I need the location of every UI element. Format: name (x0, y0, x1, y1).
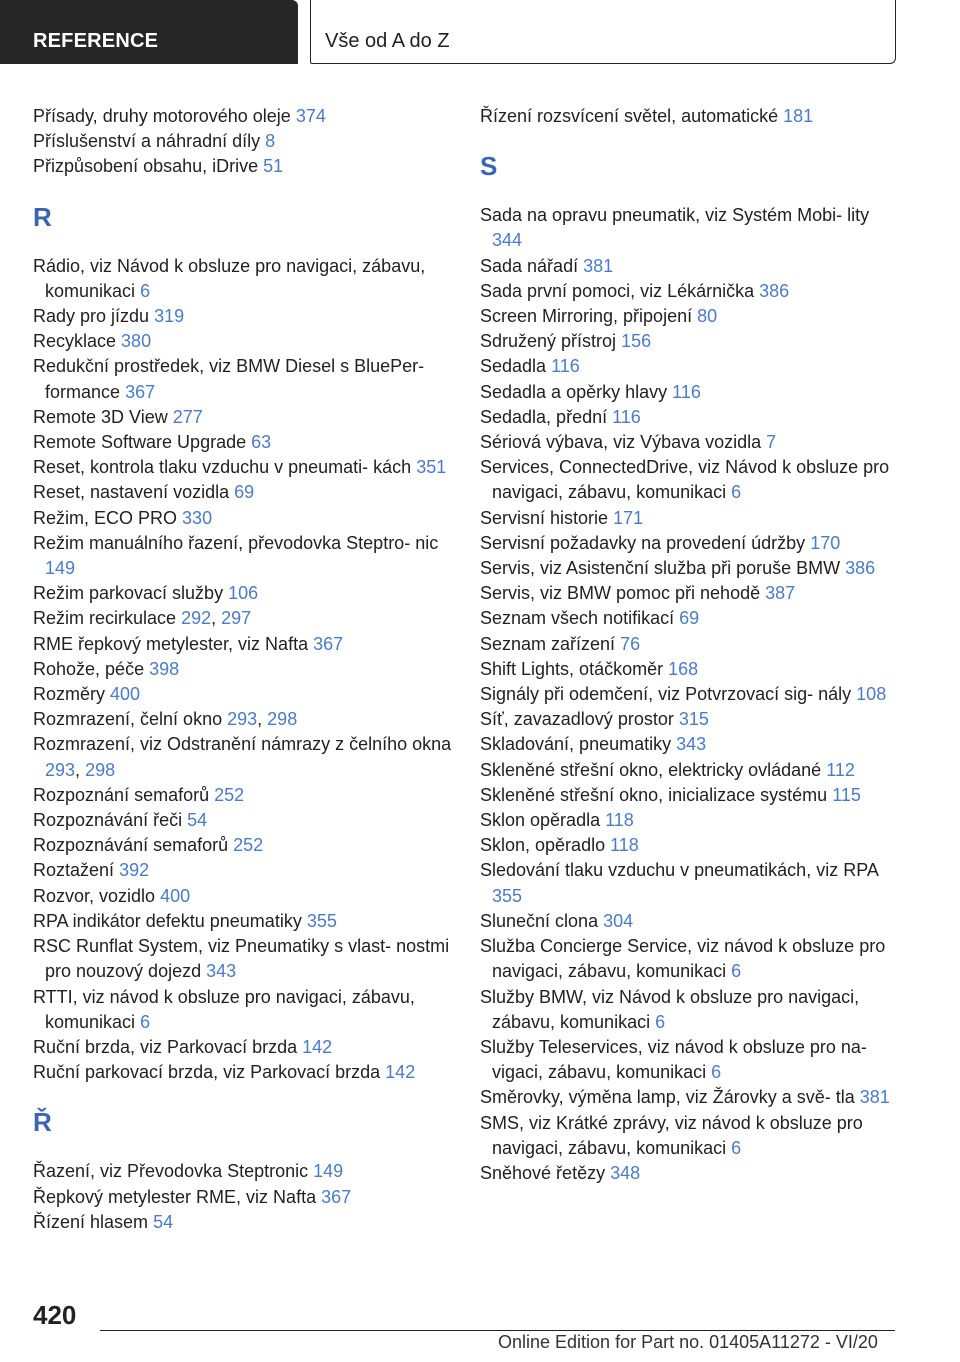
index-entry-text: Sada nářadí (480, 255, 579, 276)
page-link[interactable]: 277 (172, 406, 203, 427)
index-entry (33, 581, 453, 606)
index-entry (33, 657, 453, 682)
page-link[interactable]: 116 (612, 406, 641, 427)
page-link[interactable]: 392 (119, 860, 150, 881)
index-entry: Režim recirkulace 292, 297 (33, 608, 252, 629)
page-link[interactable]: 115 (832, 784, 861, 805)
index-entry (480, 682, 900, 707)
index-entry (480, 632, 900, 657)
index-entry (33, 682, 453, 707)
index-entry-text: Sněhové řetězy (480, 1162, 606, 1183)
index-entry-text: Seznam zařízení (480, 633, 616, 654)
index-entry (33, 531, 453, 581)
index-entry-text: Remote Software Upgrade (33, 432, 247, 453)
index-entry-text: Směrovky, výměna lamp, viz Žárovky a svě‐ tla (480, 1087, 855, 1108)
index-entry-text: Přizpůsobení obsahu, iDrive (33, 156, 259, 177)
index-entry (480, 455, 900, 505)
page-link[interactable]: 387 (765, 583, 796, 604)
index-column-right (480, 104, 900, 1186)
index-entry-text: Sklon, opěradlo (480, 835, 606, 856)
page-link[interactable]: 80 (697, 306, 718, 327)
page-link[interactable]: 54 (153, 1211, 174, 1232)
index-entry-text: Ruční brzda, viz Parkovací brzda (33, 1036, 298, 1057)
index-entry-text: Řízení rozsvícení světel, automatické (480, 106, 779, 126)
page-link[interactable]: 400 (160, 885, 191, 906)
page-link[interactable]: 374 (295, 106, 326, 126)
index-entry-text: Sklon opěradla (480, 810, 601, 831)
index-entry-text: SMS, viz Krátké zprávy, viz návod k obsluze pro navigaci, zábavu, komunikaci (480, 1112, 863, 1158)
index-entry (480, 430, 900, 455)
index-entry-text: Rohože, péče (33, 658, 145, 679)
index-entry (480, 1035, 900, 1085)
index-entry (480, 304, 900, 329)
index-entry: Rozmrazení, viz Odstranění námrazy z čelního okna 293, 298 (33, 734, 452, 780)
index-entry (480, 581, 900, 606)
page-link[interactable]: 6 (731, 961, 742, 982)
index-entry-text: Ruční parkovací brzda, viz Parkovací brzda (33, 1062, 381, 1083)
index-entry-text: Seznam všech notifikací (480, 608, 675, 629)
index-entry (480, 354, 900, 379)
index-entry (33, 934, 453, 984)
index-entry (33, 1159, 453, 1184)
page-number: 420 (33, 1300, 77, 1330)
page-link[interactable]: 181 (783, 106, 814, 126)
index-entry (33, 808, 453, 833)
index-entry (480, 732, 900, 757)
index-entry-text: Skleněné střešní okno, elektricky ovládané (480, 759, 822, 780)
page-link[interactable]: 156 (621, 331, 652, 352)
page-link[interactable]: 298 (85, 759, 116, 780)
index-entry-text: RME řepkový metylester, viz Nafta (33, 633, 309, 654)
page-link[interactable]: 400 (110, 684, 141, 705)
index-entry (480, 329, 900, 354)
index-entry-text: Recyklace (33, 331, 117, 352)
page-link[interactable]: 348 (610, 1162, 641, 1183)
index-entry (33, 354, 453, 404)
index-entry-text: Redukční prostředek, viz BMW Diesel s BluePer‐ formance (33, 356, 425, 402)
index-entry (33, 1060, 453, 1085)
page-link[interactable]: 142 (385, 1062, 416, 1083)
index-entry (33, 455, 453, 480)
index-entry (480, 531, 900, 556)
page-link[interactable]: 386 (759, 280, 790, 301)
index-entry (480, 934, 900, 984)
index-entry (480, 606, 900, 631)
index-entry-text: Rádio, viz Návod k obsluze pro navigaci, zábavu, komunikaci (33, 255, 426, 301)
index-entry-text: Servisní požadavky na provedení údržby (480, 532, 806, 553)
page-link[interactable]: 351 (416, 457, 447, 478)
index-entry-text: Režim manuálního řazení, převodovka Steptro‐ nic (33, 532, 439, 553)
index-entry (33, 884, 453, 909)
page-link[interactable]: 6 (140, 280, 151, 301)
index-entry (33, 254, 453, 304)
page-link[interactable]: 112 (826, 759, 855, 780)
page-link[interactable]: 51 (263, 156, 284, 177)
page-link[interactable]: 168 (668, 658, 699, 679)
page-link[interactable]: 6 (655, 1011, 666, 1032)
page-link[interactable]: 7 (766, 432, 777, 453)
page-link[interactable]: 6 (140, 1011, 151, 1032)
index-entry-text: Rozpoznávání semaforů (33, 835, 229, 856)
index-entry (33, 858, 453, 883)
index-entry (480, 279, 900, 304)
page-link[interactable]: 381 (583, 255, 614, 276)
index-entry (480, 808, 900, 833)
index-entry-text: Rozpoznání semaforů (33, 784, 210, 805)
index-entry (33, 154, 453, 179)
index-entry-text: Režim parkovací služby (33, 583, 224, 604)
page-link[interactable]: 142 (302, 1036, 333, 1057)
index-entry-text: Signály při odemčení, viz Potvrzovací sig‐ nály (480, 684, 852, 705)
index-entry: Rozmrazení, čelní okno 293, 298 (33, 709, 298, 730)
index-entry (33, 506, 453, 531)
index-entry (33, 1185, 453, 1210)
index-entry-text: Rozměry (33, 684, 106, 705)
page-link[interactable]: 355 (492, 885, 523, 906)
index-entry (480, 380, 900, 405)
page-link[interactable]: 106 (228, 583, 259, 604)
index-entry (33, 405, 453, 430)
page-link[interactable]: 149 (313, 1161, 344, 1182)
page-link[interactable]: 63 (251, 432, 272, 453)
index-entry (33, 909, 453, 934)
page-link[interactable]: 76 (620, 633, 641, 654)
page-link[interactable]: 293 (45, 759, 76, 780)
index-entry (480, 1111, 900, 1161)
index-entry (480, 707, 900, 732)
index-entry-text: Servis, viz BMW pomoc při nehodě (480, 583, 761, 604)
index-entry (33, 480, 453, 505)
chapter-title: Vše od A do Z (325, 30, 450, 52)
index-letter-heading: S (480, 151, 498, 182)
page-link[interactable]: 319 (154, 306, 185, 327)
index-entry-text: Rozpoznávání řeči (33, 810, 183, 831)
index-entry (480, 909, 900, 934)
page-link[interactable]: 344 (492, 230, 523, 251)
index-entry-text: Reset, nastavení vozidla (33, 482, 230, 503)
index-entry-text: Sedadla (480, 356, 547, 377)
page-link[interactable]: 380 (121, 331, 152, 352)
page-link[interactable]: 118 (610, 835, 639, 856)
index-entry (33, 329, 453, 354)
chapter-tab (310, 0, 896, 64)
index-entry-text: Sedadla a opěrky hlavy (480, 381, 668, 402)
page-link[interactable]: 298 (267, 709, 298, 730)
index-entry (33, 1035, 453, 1060)
page-link[interactable]: 398 (149, 658, 180, 679)
page-link[interactable]: 116 (551, 356, 580, 377)
page-link[interactable]: 252 (214, 784, 245, 805)
page-link[interactable]: 54 (187, 810, 208, 831)
index-entry-text: Services, ConnectedDrive, viz Návod k obsluze pro navigaci, zábavu, komunikaci (480, 457, 890, 503)
page-link[interactable]: 292 (181, 608, 212, 629)
index-entry-text: Screen Mirroring, připojení (480, 306, 693, 327)
index-entry (480, 1085, 900, 1110)
index-entry (480, 104, 900, 129)
page-link[interactable]: 304 (603, 910, 634, 931)
footer-divider (100, 1330, 895, 1331)
index-entry-text: RSC Runflat System, viz Pneumatiky s vlast‐ nostmi pro nouzový dojezd (33, 936, 450, 982)
index-entry (480, 254, 900, 279)
page-link[interactable]: 343 (676, 734, 707, 755)
index-entry-text: Shift Lights, otáčkoměr (480, 658, 664, 679)
index-entry (480, 858, 900, 908)
index-entry-text: Příslušenství a náhradní díly (33, 131, 261, 152)
index-entry (480, 833, 900, 858)
index-entry-text: Rady pro jízdu (33, 306, 150, 327)
index-entry (33, 304, 453, 329)
index-entry (480, 657, 900, 682)
page-link[interactable]: 381 (859, 1087, 890, 1108)
index-entry-text: Sériová výbava, viz Výbava vozidla (480, 432, 762, 453)
index-entry-text: Remote 3D View (33, 406, 168, 427)
page-link[interactable]: 6 (711, 1062, 722, 1083)
page-link[interactable]: 149 (45, 558, 76, 579)
page-link[interactable]: 6 (731, 1137, 742, 1158)
section-label: REFERENCE (33, 30, 159, 52)
page-link[interactable]: 293 (227, 709, 258, 730)
index-entry-text: Roztažení (33, 860, 115, 881)
index-letter-heading: Ř (33, 1107, 52, 1138)
index-entry (480, 405, 900, 430)
index-entry-text: RPA indikátor defektu pneumatiky (33, 910, 302, 931)
page-link[interactable]: 170 (810, 532, 841, 553)
index-entry (33, 430, 453, 455)
index-entry-text: Sada na opravu pneumatik, viz Systém Mobi‐ lity (480, 205, 870, 226)
index-entry-text: Řepkový metylester RME, viz Nafta (33, 1186, 317, 1207)
page-link[interactable]: 367 (321, 1186, 352, 1207)
index-entry (33, 833, 453, 858)
index-entry (480, 556, 900, 581)
page-link[interactable]: 116 (672, 381, 701, 402)
page-link[interactable]: 355 (306, 910, 337, 931)
index-entry (33, 632, 453, 657)
index-entry (480, 783, 900, 808)
index-entry (480, 758, 900, 783)
index-entry-text: RTTI, viz návod k obsluze pro navigaci, zábavu, komunikaci (33, 986, 415, 1032)
index-entry-text: Servisní historie (480, 507, 609, 528)
page-header (0, 0, 960, 66)
page-link[interactable]: 343 (206, 961, 237, 982)
index-entry-text: Rozmrazení, viz Odstranění námrazy z čelního okna (33, 734, 452, 755)
index-entry (33, 104, 453, 129)
page-link[interactable]: 315 (678, 709, 709, 730)
index-entry-text: Síť, zavazadlový prostor (480, 709, 674, 730)
page-link[interactable]: 69 (679, 608, 700, 629)
page-link[interactable]: 386 (845, 558, 876, 579)
page-link[interactable]: 118 (605, 810, 634, 831)
index-entry (480, 1161, 900, 1186)
page-link[interactable]: 367 (313, 633, 344, 654)
section-tab (0, 0, 298, 64)
index-entry-text: Sdružený přístroj (480, 331, 617, 352)
index-entry-text: Rozvor, vozidlo (33, 885, 156, 906)
index-entry-text: Řazení, viz Převodovka Steptronic (33, 1161, 309, 1182)
page-link[interactable]: 108 (856, 684, 887, 705)
index-entry (33, 1210, 453, 1235)
index-entry-text: Řízení hlasem (33, 1211, 149, 1232)
index-entry-text: Sluneční clona (480, 910, 599, 931)
index-entry (480, 506, 900, 531)
index-entry (33, 783, 453, 808)
page-link[interactable]: 69 (234, 482, 255, 503)
index-entry-text: Sada první pomoci, viz Lékárnička (480, 280, 755, 301)
index-entry-text: Skladování, pneumatiky (480, 734, 672, 755)
page-link[interactable]: 8 (265, 131, 276, 152)
index-entry-text: Režim, ECO PRO (33, 507, 178, 528)
page-link[interactable]: 6 (731, 482, 742, 503)
index-entry (33, 129, 453, 154)
index-entry-text: Skleněné střešní okno, inicializace systému (480, 784, 828, 805)
index-entry-text: Služba Concierge Service, viz návod k obsluze pro navigaci, zábavu, komunikaci (480, 936, 886, 982)
index-entry-text: Sedadla, přední (480, 406, 608, 427)
page-link[interactable]: 171 (613, 507, 644, 528)
index-entry-text: Sledování tlaku vzduchu v pneumatikách, viz RPA (480, 860, 878, 881)
index-entry-text: Servis, viz Asistenční služba při poruše BMW (480, 558, 841, 579)
index-entry-text: Služby Teleservices, viz návod k obsluze pro na‐ vigaci, zábavu, komunikaci (480, 1036, 867, 1083)
page-link[interactable]: 297 (221, 608, 252, 629)
page-link[interactable]: 252 (233, 835, 264, 856)
index-entry (480, 203, 900, 253)
index-entry-text: Režim recirkulace (33, 608, 177, 629)
index-entry-text: Služby BMW, viz Návod k obsluze pro navigaci, zábavu, komunikaci (480, 986, 860, 1032)
index-entry (33, 985, 453, 1035)
index-column-left (33, 104, 453, 1235)
index-entry-text: Přísady, druhy motorového oleje (33, 106, 291, 126)
index-entry-text: Rozmrazení, čelní okno (33, 709, 223, 730)
footer-edition: Online Edition for Part no. 01405A11272 - VI/20 (498, 1332, 878, 1352)
index-entry (480, 985, 900, 1035)
index-entry-text: Reset, kontrola tlaku vzduchu v pneumati‐ kách (33, 457, 412, 478)
page-link[interactable]: 330 (182, 507, 213, 528)
index-letter-heading: R (33, 201, 52, 232)
page-link[interactable]: 367 (125, 381, 156, 402)
